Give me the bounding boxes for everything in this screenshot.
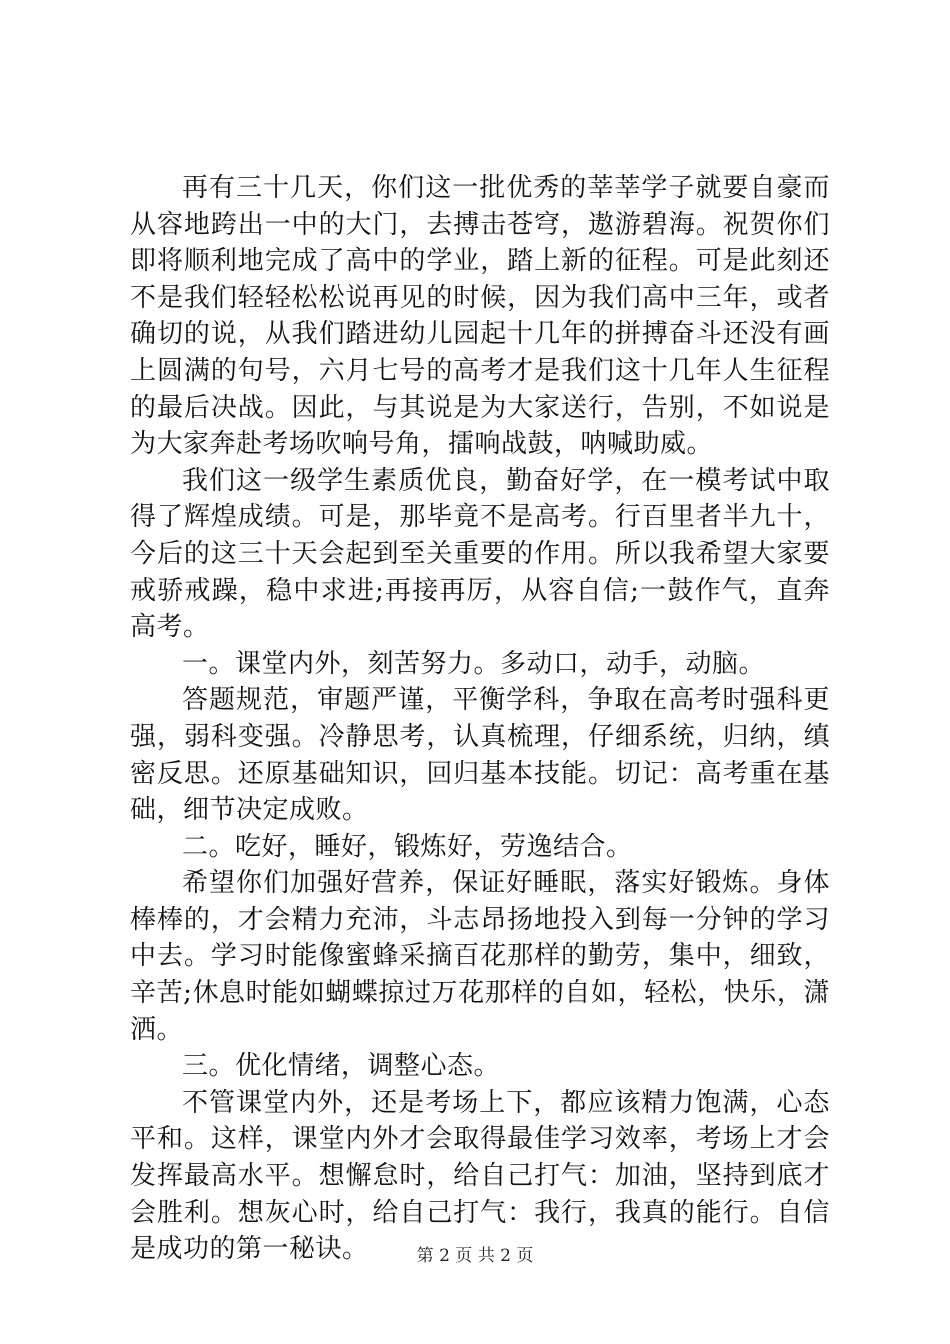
heading-point-three: 三。优化情绪，调整心态。 <box>182 1051 501 1082</box>
page-number-label: 第 2 页 共 2 页 <box>416 1246 534 1266</box>
heading-point-two: 二。吃好，睡好，锻炼好，劳逸结合。 <box>182 831 633 862</box>
document-body <box>130 170 830 1268</box>
paragraph-point-one: 答题规范，审题严谨，平衡学科，争取在高考时强科更强，弱科变强。冷静思考，认真梳理，仔细系统，归纳，缜密反思。还原基础知识，回归基本技能。切记：高考重在基础，细节决定成败。 <box>130 685 830 826</box>
heading-point-one: 一。课堂内外，刻苦努力。多动口，动手，动脑。 <box>182 648 766 679</box>
paragraph-intro: 再有三十几天，你们这一批优秀的莘莘学子就要自豪而从容地跨出一中的大门，去搏击苍穹，遨游碧海。祝贺你们即将顺利地完成了高中的学业，踏上新的征程。可是此刻还不是我们轻轻松松说再见的时候，因为我们高中三年，或者确切的说，从我们踏进幼儿园起十几年的拼搏奋斗还没有画上圆满的句号，六月七号的高考才是我们这十几年人生征程的最后决战。因此，与其说是为大家送行，告别，不如说是为大家奔赴考场吹响号角，擂响战鼓，呐喊助威。 <box>130 173 830 460</box>
paragraph-exam-result: 我们这一级学生素质优良，勤奋好学，在一模考试中取得了辉煌成绩。可是，那毕竟不是高考。行百里者半九十，今后的这三十天会起到至关重要的作用。所以我希望大家要戒骄戒躁，稳中求进;再接再厉，从容自信;一鼓作气，直奔高考。 <box>130 465 830 643</box>
page-footer <box>0 1244 950 1268</box>
paragraph-point-three: 不管课堂内外，还是考场上下，都应该精力饱满，心态平和。这样，课堂内外才会取得最佳学习效率，考场上才会发挥最高水平。想懈怠时，给自己打气：加油，坚持到底才会胜利。想灰心时，给自己打气：我行，我真的能行。自信是成功的第一秘诀。 <box>130 1087 830 1265</box>
paragraph-point-two: 希望你们加强好营养，保证好睡眠，落实好锻炼。身体棒棒的，才会精力充沛，斗志昂扬地投入到每一分钟的学习中去。学习时能像蜜蜂采摘百花那样的勤劳，集中，细致，辛苦;休息时能如蝴蝶掠过万花那样的自如，轻松，快乐，潇洒。 <box>130 868 830 1045</box>
